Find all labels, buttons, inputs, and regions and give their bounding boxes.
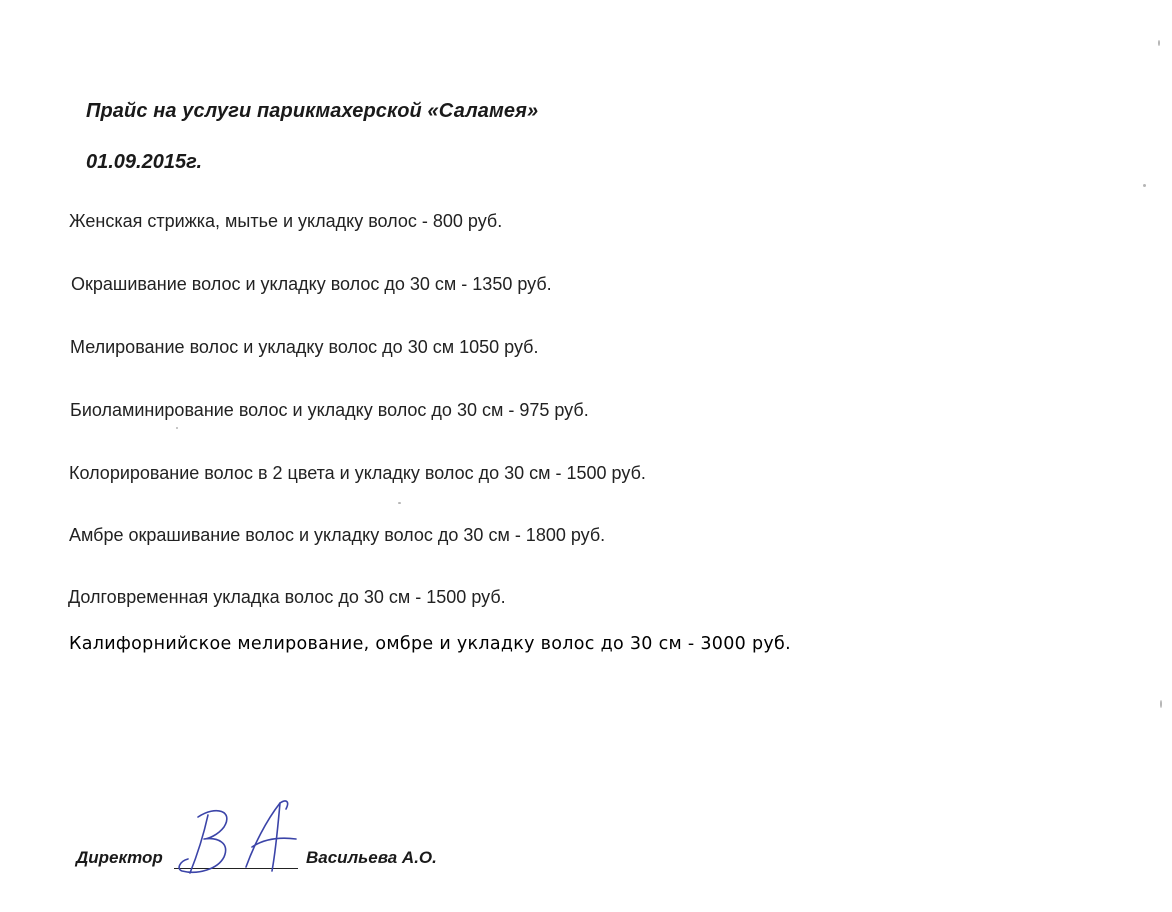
service-item: Амбре окрашивание волос и укладку волос до 30 см - 1800 руб. — [69, 525, 606, 545]
service-item: Мелирование волос и укладку волос до 30 см 1050 руб. — [70, 337, 539, 357]
director-name: Васильева А.О. — [306, 848, 437, 867]
service-item: Долговременная укладка волос до 30 см - 1500 руб. — [68, 587, 506, 607]
scan-speck — [176, 427, 178, 429]
service-item: Окрашивание волос и укладку волос до 30 см - 1350 руб. — [71, 274, 552, 294]
document-date: 01.09.2015г. — [86, 151, 203, 173]
service-item: Биоламинирование волос и укладку волос до 30 см - 975 руб. — [70, 400, 589, 420]
director-label: Директор — [76, 848, 163, 867]
document-title: Прайс на услуги парикмахерской «Саламея» — [86, 100, 539, 122]
scan-speck — [1158, 40, 1160, 46]
scan-speck — [1143, 184, 1146, 187]
scan-speck — [1160, 700, 1162, 708]
service-item: Женская стрижка, мытье и укладку волос - 800 руб. — [69, 211, 503, 231]
service-item: Калифорнийское мелирование, омбре и укладку волос до 30 см - 3000 руб. — [69, 634, 791, 654]
scan-speck — [398, 502, 401, 504]
service-item: Колорирование волос в 2 цвета и укладку волос до 30 см - 1500 руб. — [69, 463, 646, 483]
handwritten-signature — [168, 795, 308, 880]
